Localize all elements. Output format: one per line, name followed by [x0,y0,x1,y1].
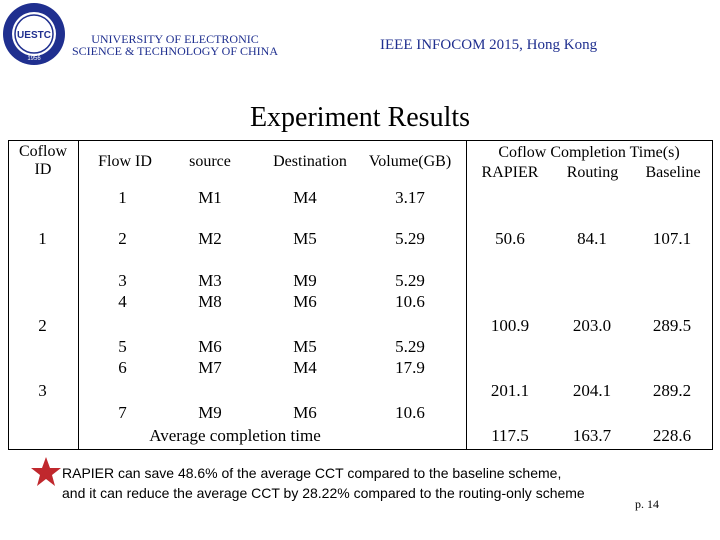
header-volume: Volume(GB) [368,153,452,170]
table-right-border [712,140,713,450]
destination-cell: M6 [293,403,317,422]
source-cell: M6 [198,337,222,356]
average-label: Average completion time [149,426,321,445]
university-name [70,33,280,57]
table-left-border [8,140,9,450]
source-cell: M7 [198,358,222,377]
coflow-id-cell: 2 [38,316,47,335]
flow-id-cell: 3 [118,271,127,290]
destination-cell: M5 [293,229,317,248]
logo-year: 1956 [27,56,41,62]
volume-cell: 10.6 [395,403,425,422]
baseline-cct-cell: 289.2 [652,381,692,400]
volume-cell: 5.29 [395,229,425,248]
conclusion-line2: and it can reduce the average CCT by 28.22% compared to the routing-only scheme [62,485,585,501]
header-baseline: Baseline [645,164,701,181]
header-rapier: RAPIER [481,164,539,181]
header-destination: Destination [273,153,347,170]
source-cell: M2 [198,229,222,248]
university-name-line1: UNIVERSITY OF ELECTRONIC [91,32,259,46]
routing-average-cell: 163.7 [572,426,612,445]
rapier-cct-cell: 50.6 [495,229,525,248]
source-cell: M9 [198,403,222,422]
conclusion-note [62,463,585,503]
flow-id-cell: 5 [118,337,127,356]
header-source: source [189,153,231,170]
volume-cell: 10.6 [395,292,425,311]
header-flow-id: Flow ID [98,153,152,170]
volume-cell: 3.17 [395,188,425,207]
cct-column-divider [466,140,467,450]
volume-cell: 5.29 [395,271,425,290]
star-icon [30,456,62,488]
conference-name: IEEE INFOCOM 2015, Hong Kong [380,37,598,53]
university-name-line2: SCIENCE & TECHNOLOGY OF CHINA [71,44,278,58]
flow-id-cell: 4 [118,292,127,311]
flow-id-cell: 6 [118,358,127,377]
source-cell: M8 [198,292,222,311]
destination-cell: M6 [293,292,317,311]
volume-cell: 5.29 [395,337,425,356]
baseline-cct-cell: 289.5 [652,316,692,335]
rapier-average-cell: 117.5 [491,426,529,445]
volume-cell: 17.9 [395,358,425,377]
baseline-cct-cell: 107.1 [652,229,692,248]
coflow-id-cell: 3 [38,381,47,400]
flow-id-cell: 1 [118,188,127,207]
header-cct: Coflow Completion Time(s) [498,144,680,161]
destination-cell: M4 [293,358,317,377]
logo-text: UESTC [17,30,51,41]
flow-id-cell: 2 [118,229,127,248]
table-top-border [8,140,713,141]
destination-cell: M9 [293,271,317,290]
header-coflow-id: Coflow ID [19,143,67,178]
coflow-id-cell: 1 [38,229,47,248]
rapier-cct-cell: 100.9 [490,316,530,335]
slide-title: Experiment Results [249,102,471,133]
table-bottom-border [8,449,713,450]
flow-id-cell: 7 [118,403,127,422]
source-cell: M1 [198,188,222,207]
routing-cct-cell: 84.1 [577,229,607,248]
source-cell: M3 [198,271,222,290]
destination-cell: M5 [293,337,317,356]
conclusion-line1: RAPIER can save 48.6% of the average CCT compared to the baseline scheme, [62,465,562,481]
university-logo-icon [2,2,66,66]
page-number: p. 14 [635,497,659,511]
header-routing: Routing [566,164,619,181]
routing-cct-cell: 204.1 [572,381,612,400]
rapier-cct-cell: 201.1 [490,381,530,400]
destination-cell: M4 [293,188,317,207]
routing-cct-cell: 203.0 [572,316,612,335]
coflow-column-divider [78,140,79,450]
baseline-average-cell: 228.6 [652,426,692,445]
